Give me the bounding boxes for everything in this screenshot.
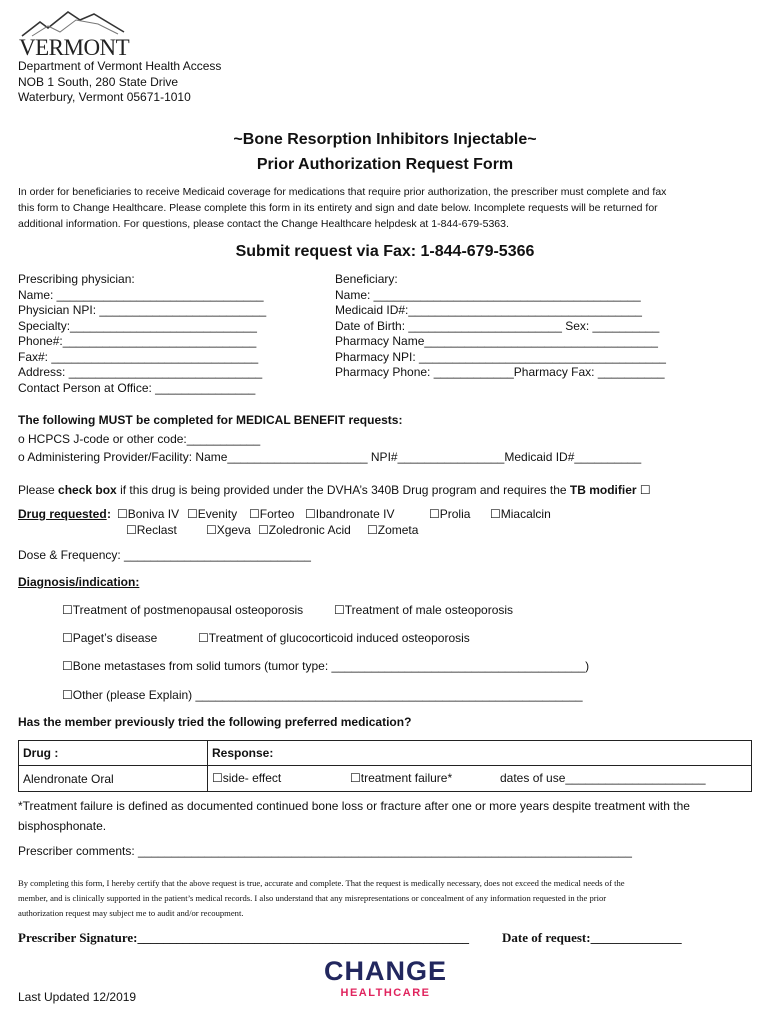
- program-340b-line: [18, 483, 651, 499]
- checkbox-prolia[interactable]: ☐Prolia: [429, 507, 471, 521]
- fax-heading: Submit request via Fax: 1-844-679-5366: [235, 243, 535, 260]
- checkbox-boniva[interactable]: ☐Boniva IV: [117, 507, 180, 521]
- checkbox-evenity[interactable]: ☐Evenity: [187, 507, 238, 521]
- form-title-line1: ~Bone Resorption Inhibitors Injectable~: [233, 131, 537, 148]
- diagnosis-other[interactable]: ☐Other (please Explain) __________________________________________________________: [62, 688, 583, 702]
- vermont-logo-text: VERMONT: [19, 35, 130, 60]
- 340b-text: Please: [18, 483, 59, 497]
- treatment-failure-footnote: [18, 796, 763, 836]
- change-healthcare-logo: [318, 956, 453, 1000]
- intro-line: additional information. For questions, please contact the Change Healthcare helpdesk at 1-844-679-5363.: [18, 218, 509, 230]
- diagnosis-bone-metastases[interactable]: ☐Bone metastases from solid tumors (tumor type: ______________________________________): [62, 659, 590, 673]
- department-address: [18, 59, 221, 106]
- dates-of-use-field[interactable]: dates of use_____________________: [500, 770, 706, 785]
- dept-line: Department of Vermont Health Access: [18, 59, 222, 73]
- checkbox-forteo[interactable]: ☐Forteo: [249, 507, 295, 521]
- change-logo-text: CHANGE: [323, 956, 447, 986]
- certification-line: By completing this form, I hereby certify that the above request is true, accurate and complete. That the request is medically necessary, does not exceed the medical needs of the: [18, 878, 625, 888]
- 340b-checkbox[interactable]: ☐: [636, 483, 651, 497]
- 340b-text-bold: check box: [58, 483, 117, 497]
- prescriber-signature-field[interactable]: Prescriber Signature:___________________________________________________: [18, 930, 470, 945]
- intro-line: this form to Change Healthcare. Please complete this form in its entirety and sign and date below. Incomplete requests will be returned for: [18, 202, 658, 214]
- vermont-logo: [18, 6, 128, 60]
- beneficiary-name-field[interactable]: Name: ________________________________________: [335, 287, 641, 302]
- specialty-field[interactable]: Specialty:____________________________: [18, 318, 257, 333]
- beneficiary-heading: Beneficiary:: [335, 272, 398, 286]
- medical-benefit-heading: The following MUST be completed for MEDICAL BENEFIT requests:: [18, 413, 403, 427]
- phone-field[interactable]: Phone#:_____________________________: [18, 334, 257, 348]
- drug-column-header: Drug :: [19, 741, 208, 766]
- pharmacy-phone-fax-field[interactable]: Pharmacy Phone: ____________Pharmacy Fax: __________: [335, 365, 665, 379]
- preferred-medication-question: Has the member previously tried the following preferred medication?: [18, 715, 412, 729]
- intro-line: In order for beneficiaries to receive Medicaid coverage for medications that require prior authorization, the prescriber must complete and fax: [18, 186, 667, 198]
- diagnosis-postmenopausal-osteoporosis[interactable]: ☐Treatment of postmenopausal osteoporosis: [62, 603, 304, 617]
- response-cell: [208, 766, 752, 792]
- checkbox-zoledronic-acid[interactable]: ☐Zoledronic Acid: [258, 523, 351, 537]
- drug-requested-colon: :: [107, 507, 111, 521]
- footnote-line: bisphosphonate.: [18, 819, 107, 833]
- diagnosis-male-osteoporosis[interactable]: ☐Treatment of male osteoporosis: [334, 603, 514, 617]
- physician-name-field[interactable]: Name: _______________________________: [18, 287, 264, 302]
- dept-line: NOB 1 South, 280 State Drive: [18, 74, 179, 89]
- address-field[interactable]: Address: _____________________________: [18, 365, 263, 379]
- checkbox-reclast[interactable]: ☐Reclast: [126, 523, 177, 537]
- tb-modifier-text: TB modifier: [569, 483, 637, 497]
- drug-cell: Alendronate Oral: [19, 766, 208, 792]
- last-updated: Last Updated 12/2019: [18, 990, 137, 1004]
- form-title-line2: Prior Authorization Request Form: [256, 156, 514, 173]
- medical-benefit-section: [18, 411, 641, 467]
- certification-line: authorization request may subject me to audit and/or recoupment.: [18, 908, 244, 918]
- mountain-icon: [18, 6, 128, 38]
- dose-frequency-field[interactable]: Dose & Frequency: ____________________________: [18, 548, 311, 562]
- 340b-text: if this drug is being provided under the DVHA’s 340B Drug program and requires the: [116, 483, 570, 497]
- healthcare-logo-text: HEALTHCARE: [340, 987, 431, 999]
- medicaid-id-field[interactable]: Medicaid ID#:___________________________________: [335, 303, 642, 317]
- drug-requested-section: [18, 507, 758, 543]
- preferred-medication-table: [18, 740, 752, 792]
- physician-npi-field[interactable]: Physician NPI: _________________________: [18, 303, 267, 317]
- checkbox-xgeva[interactable]: ☐Xgeva: [206, 523, 251, 537]
- checkbox-ibandronate[interactable]: ☐Ibandronate IV: [305, 507, 395, 521]
- form-title: [0, 127, 770, 177]
- intro-paragraph: [18, 184, 758, 232]
- dept-line: Waterbury, Vermont 05671-1010: [18, 90, 191, 104]
- beneficiary-section: [335, 272, 666, 381]
- administering-provider-field[interactable]: o Administering Provider/Facility: Name_____________________ NPI#________________Medicaid ID#__________: [18, 450, 642, 464]
- hcpcs-code-field[interactable]: o HCPCS J-code or other code:___________: [18, 431, 261, 446]
- table-row: [19, 766, 752, 792]
- footnote-line: *Treatment failure is defined as documented continued bone loss or fracture after one or more years despite treatment with the: [18, 799, 690, 813]
- pharmacy-npi-field[interactable]: Pharmacy NPI: _____________________________________: [335, 349, 666, 364]
- fax-field[interactable]: Fax#: _______________________________: [18, 349, 259, 364]
- certification-statement: [18, 876, 763, 921]
- date-of-request-field[interactable]: Date of request:______________: [502, 930, 682, 945]
- checkbox-zometa[interactable]: ☐Zometa: [367, 523, 419, 537]
- diagnosis-heading: Diagnosis/indication:: [18, 575, 140, 589]
- side-effect-checkbox[interactable]: ☐side- effect: [212, 770, 282, 785]
- pharmacy-name-field[interactable]: Pharmacy Name___________________________________: [335, 334, 658, 348]
- prescriber-section: [18, 272, 266, 396]
- prescriber-heading: Prescribing physician:: [18, 272, 135, 286]
- diagnosis-pagets-disease[interactable]: ☐Paget’s disease: [62, 631, 158, 645]
- table-header-row: [19, 741, 752, 766]
- treatment-failure-checkbox[interactable]: ☐treatment failure*: [350, 770, 453, 785]
- drug-requested-label: Drug requested: [18, 507, 107, 521]
- certification-line: member, and is clinically supported in the patient’s medical records. I also understand that any misrepresentations or concealment of any information requested in the prior: [18, 893, 607, 903]
- response-column-header: Response:: [208, 741, 752, 766]
- prescriber-comments-field[interactable]: Prescriber comments: __________________________________________________________________________: [18, 844, 632, 858]
- diagnosis-glucocorticoid-osteoporosis[interactable]: ☐Treatment of glucocorticoid induced osteoporosis: [198, 631, 470, 645]
- dob-sex-field[interactable]: Date of Birth: _______________________ Sex: __________: [335, 318, 660, 333]
- contact-person-field[interactable]: Contact Person at Office: _______________: [18, 380, 256, 395]
- checkbox-miacalcin[interactable]: ☐Miacalcin: [490, 507, 551, 521]
